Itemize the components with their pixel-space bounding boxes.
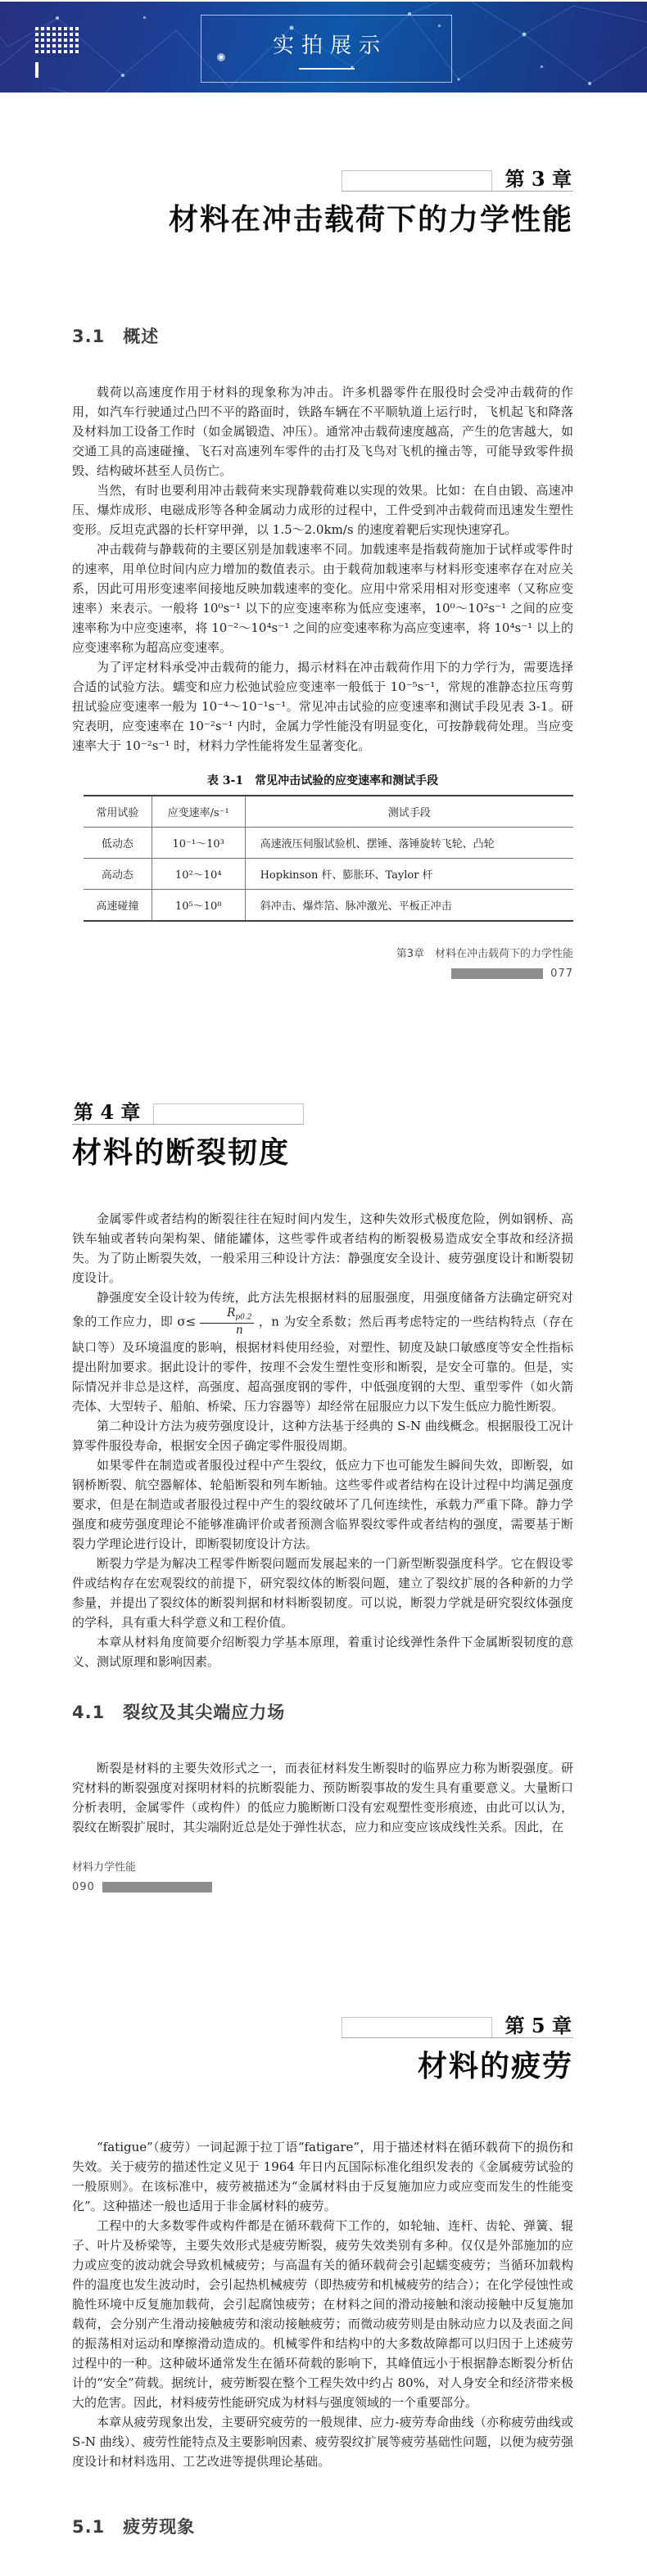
table-row [84, 890, 573, 922]
fraction-denominator: n [235, 1324, 243, 1338]
paragraph: 本章从疲劳现象出发，主要研究疲劳的一般规律、应力-疲劳寿命曲线（亦称疲劳曲线或 S-N 曲线）、疲劳性能特点及主要影响因素、疲劳裂纹扩展等疲劳基础性问题，以便为疲劳强度设计和材料选用、工艺改进等提供理论基础。 [72, 2414, 573, 2469]
table-header-cell: 测试手段 [387, 807, 431, 819]
running-title: 第3章 材料在冲击载荷下的力学性能 [396, 948, 573, 960]
chapter5-title: 材料的疲劳 [417, 2049, 573, 2083]
fraction-numerator: $R_{p0.2}$ [200, 1307, 254, 1324]
page-number-row [72, 968, 573, 980]
paragraph: 载荷以高速度作用于材料的现象称为冲击。许多机器零件在服役时会受冲击载荷的作用，如汽车行驶通过凸凹不平的路面时，铁路车辆在不平顺轨道上运行时，飞机起飞和降落及材料加工设备工作时（如金属锻造、冲压）。通常冲击载荷速度越高，产生的危害越大，如交通工具的高速碰撞、飞石对高速列车零件的击打及飞鸟对飞机的撞击等，可能导致零件损毁、结构破坏甚至人员伤亡。 [72, 385, 573, 478]
page-number-row [72, 1881, 573, 1893]
table-row [84, 859, 573, 890]
section-heading-5-1: 5.1 疲劳现象 [72, 2516, 196, 2537]
table-row [84, 828, 573, 859]
table-cell: 低动态 [84, 828, 152, 859]
chapter4-title: 材料的断裂韧度 [72, 1136, 291, 1170]
formula-paragraph [72, 1288, 573, 1416]
table-cell: 10⁻¹～10³ [152, 828, 245, 859]
chapter5-number: 第 5 章 [504, 2013, 572, 2037]
table-cell: 高动态 [84, 859, 152, 890]
book-pages [0, 169, 647, 2538]
table-header-cell: 常用试验 [84, 796, 152, 828]
chapter-ornament-box [342, 170, 492, 191]
section-heading-3-1: 3.1 概述 [72, 327, 160, 346]
table-cell: 高速液压伺服试验机、摆锤、落锤旋转飞轮、凸轮 [260, 838, 495, 850]
paragraph: 断裂力学是为解决工程零件断裂问题而发展起来的一门新型断裂强度科学。它在假设零件或结构存在宏观裂纹的前提下，研究裂纹体的断裂问题，建立了裂纹扩展的各种新的力学参量，并提出了裂纹体的断裂判据和材料断裂韧度。可以说，断裂力学就是研究裂纹体强度的学科，具有重大科学意义和工程价值。 [72, 1555, 573, 1630]
banner-title-box [201, 15, 452, 83]
chapter-ornament-box [153, 1103, 304, 1124]
paragraph: 断裂是材料的主要失效形式之一，而表征材料发生断裂时的临界应力称为断裂强度。研究材料的断裂强度对探明材料的抗断裂能力、预防断裂事故的发生具有重要意义。大量断口分析表明，金属零件（或构件）的低应力脆断断口没有宏观塑性变形痕迹，由此可以认为，裂纹在断裂扩展时，其尖端附近总是处于弹性状态，应力和应变应该成线性关系。因此，在 [72, 1760, 573, 1834]
chapter4-body [72, 1209, 573, 1671]
chapter3-title: 材料在冲击载荷下的力学性能 [168, 203, 573, 237]
paragraph: 如果零件在制造或者服役过程中产生裂纹，低应力下也可能发生瞬间失效，即断裂，如钢桥断裂、航空器解体、轮船断裂和列车断轴。这些零件或者结构在设计过程中均满足强度要求，但是在制造或者服役过程中产生的裂纹破坏了几何连续性，承载力严重下降。静力学强度和疲劳强度理论不能够准确评价或者预测含临界裂纹零件或者结构的强度，需要基于断裂力学理论进行设计，即断裂韧度设计方法。 [72, 1457, 573, 1551]
chapter5-body [72, 2137, 573, 2471]
page-number: 077 [550, 968, 573, 980]
fraction-formula [200, 1307, 254, 1338]
chapter5-page [72, 2013, 573, 2538]
paragraph: 当然，有时也要利用冲击载荷来实现静载荷难以实现的效果。比如：在自由锻、高速冲压、爆炸成形、电磁成形等各种金属动力成形的过程中，工件受到冲击载荷而迅速发生塑性变形。反坦克武器的长杆穿甲弹，以 1.5～2.0km/s 的速度着靶后实现快速穿孔。 [72, 483, 573, 537]
table-caption: 表 3-1 常见冲击试验的应变速率和测试手段 [206, 774, 439, 787]
book-running-title: 材料力学性能 [72, 1861, 137, 1874]
page-number: 090 [72, 1880, 95, 1893]
formula-text-after: ，n 为安全系数；然后再考虑特定的一些结构特点（存在缺口等）及环境温度的影响，根据材料使用经验，对塑性、韧度及缺口敏感度等安全性指标提出附加要求。据此设计的零件，按理不会发生塑性变形和断裂，是安全可靠的。但是，实际情况并非总是这样，高强度、超高强度钢的零件，中低强度钢的大型、重型零件（如火箭壳体、大型转子、船舶、桥梁、压力容器等）却经常在屈服应力以下发生低应力脆性断裂。 [72, 1314, 573, 1414]
paragraph: 为了评定材料承受冲击载荷的能力，揭示材料在冲击载荷作用下的力学行为，需要选择合适的试验方法。蠕变和应力松弛试验应变速率一般低于 10⁻⁵s⁻¹，常规的准静态拉压弯剪扭试验应变速率一般为 10⁻⁴～10⁻¹s⁻¹。常见冲击试验的应变速率和测试手段见表 3-1。研究表明，应变速率在 10⁻²s⁻¹ 内时，金属力学性能没有明显变化，可按静载荷处理。当应变速率大于 10⁻²s⁻¹ 时，材料力学性能将发生显著变化。 [72, 660, 573, 753]
paragraph: 金属零件或者结构的断裂往往在短时间内发生，这种失效形式极度危险，例如钢桥、高铁车轴或者转向架构架、储能罐体，这些零件或者结构的断裂极易造成安全事故和经济损失。为了防止断裂失效，一般采用三种设计方法：静强度安全设计、疲劳强度设计和断裂韧度设计。 [72, 1211, 573, 1285]
page-footer-090 [72, 1858, 573, 1893]
table-cell: 10⁵～10⁸ [152, 890, 245, 922]
table-header-cell: 应变速率/s⁻¹ [152, 796, 245, 828]
chapter4-page [72, 1100, 573, 1893]
banner-title: 实拍展示 [272, 33, 387, 58]
paragraph: 本章从材料角度简要介绍断裂力学基本原理，着重讨论线弹性条件下金属断裂韧度的意义、测试原理和影响因素。 [72, 1634, 573, 1669]
page-footer-077 [72, 945, 573, 980]
paragraph: “fatigue”（疲劳）一词起源于拉丁语“fatigare”，用于描述材料在循环载荷下的损伤和失效。关于疲劳的描述性定义见于 1964 年日内瓦国际标准化组织发表的《金属疲劳试验的一般原则》。在该标准中，疲劳被描述为“金属材料由于反复施加应力或应变而发生的性能变化”。这种描述一般也适用于非金属材料的疲劳。 [72, 2139, 573, 2213]
promo-banner [0, 0, 647, 92]
impact-test-table [84, 795, 573, 922]
table-cell: 斜冲击、爆炸箔、脉冲激光、平板正冲击 [260, 900, 452, 913]
chapter3-header [342, 169, 573, 192]
vertical-bar-decoration [35, 62, 38, 78]
footer-bar [451, 968, 543, 979]
chapter4-header [72, 1100, 304, 1125]
chapter5-header [342, 2013, 573, 2038]
table-header-row [84, 796, 573, 828]
chapter4-number: 第 4 章 [74, 1100, 141, 1124]
paragraph: 冲击载荷与静载荷的主要区别是加载速率不同。加载速率是指载荷施加于试样或零件时的速率，用单位时间内应力增加的数值表示。由于载荷加载速率与材料形变速率存在对应关系，因此可用形变速率间接地反映加载速率的变化。应用中常采用相对形变速率（又称应变速率）来表示。一般将 10⁰s⁻¹ 以下的应变速率称为低应变速率，10⁰～10²s⁻¹ 之间的应变速率称为中应变速率，将 10⁻²～10⁴s⁻¹ 之间的应变速率称为高应变速率，将 10⁴s⁻¹ 以上的应变速率称为超高应变速率。 [72, 542, 573, 655]
table-cell: 高速碰撞 [84, 890, 152, 922]
formula-text-before: 静强度安全设计较为传统，此方法先根据材料的屈服强度，用强度储备方法确定研究对象的工作应力，即 σ≤ [72, 1290, 573, 1329]
chapter3-page [72, 169, 573, 980]
table-cell: Hopkinson 杆、膨胀环、Taylor 杆 [260, 869, 433, 882]
chapter-ornament-box [342, 2017, 492, 2037]
table-cell: 10²～10⁴ [152, 859, 245, 890]
chapter3-number: 第 3 章 [504, 167, 572, 191]
paragraph: 第二种设计方法为疲劳强度设计，这种方法基于经典的 S-N 曲线概念。根据服役工况计算零件服役寿命，根据安全因子确定零件服役周期。 [72, 1418, 573, 1453]
section-heading-4-1: 4.1 裂纹及其尖端应力场 [72, 1702, 286, 1722]
footer-bar [102, 1882, 212, 1893]
banner-title-underline [299, 68, 355, 70]
dot-grid-decoration [35, 27, 79, 53]
paragraph: 工程中的大多数零件或构件都是在循环载荷下工作的，如轮轴、连杆、齿轮、弹簧、辊子、叶片及桥梁等，主要失效形式是疲劳断裂，疲劳失效类别有多种。仅仅是外部施加的应力或应变的波动就会导致机械疲劳；与高温有关的循环载荷会引起蠕变疲劳；当循环加载构件的温度也发生波动时，会引起热机械疲劳（即热疲劳和机械疲劳的结合）；在化学侵蚀性或脆性环境中反复施加载荷，会引起腐蚀疲劳；在材料之间的滑动接触和滚动接触中反复施加载荷，会分别产生滑动接触疲劳和滚动接触疲劳；而微动疲劳则是由脉动应力以及表面之间的振荡相对运动和摩擦滑动造成的。机械零件和结构中的大多数故障都可以归因于上述疲劳过程中的一种。这种破坏通常发生在循环荷载的影响下，其峰值远小于根据静态断裂分析估计的“安全”荷载。据统计，疲劳断裂在整个工程失效中约占 80%，对人身安全和经济带来极大的危害。因此，材料疲劳性能研究成为材料与强度领域的一个重要部分。 [72, 2217, 573, 2410]
